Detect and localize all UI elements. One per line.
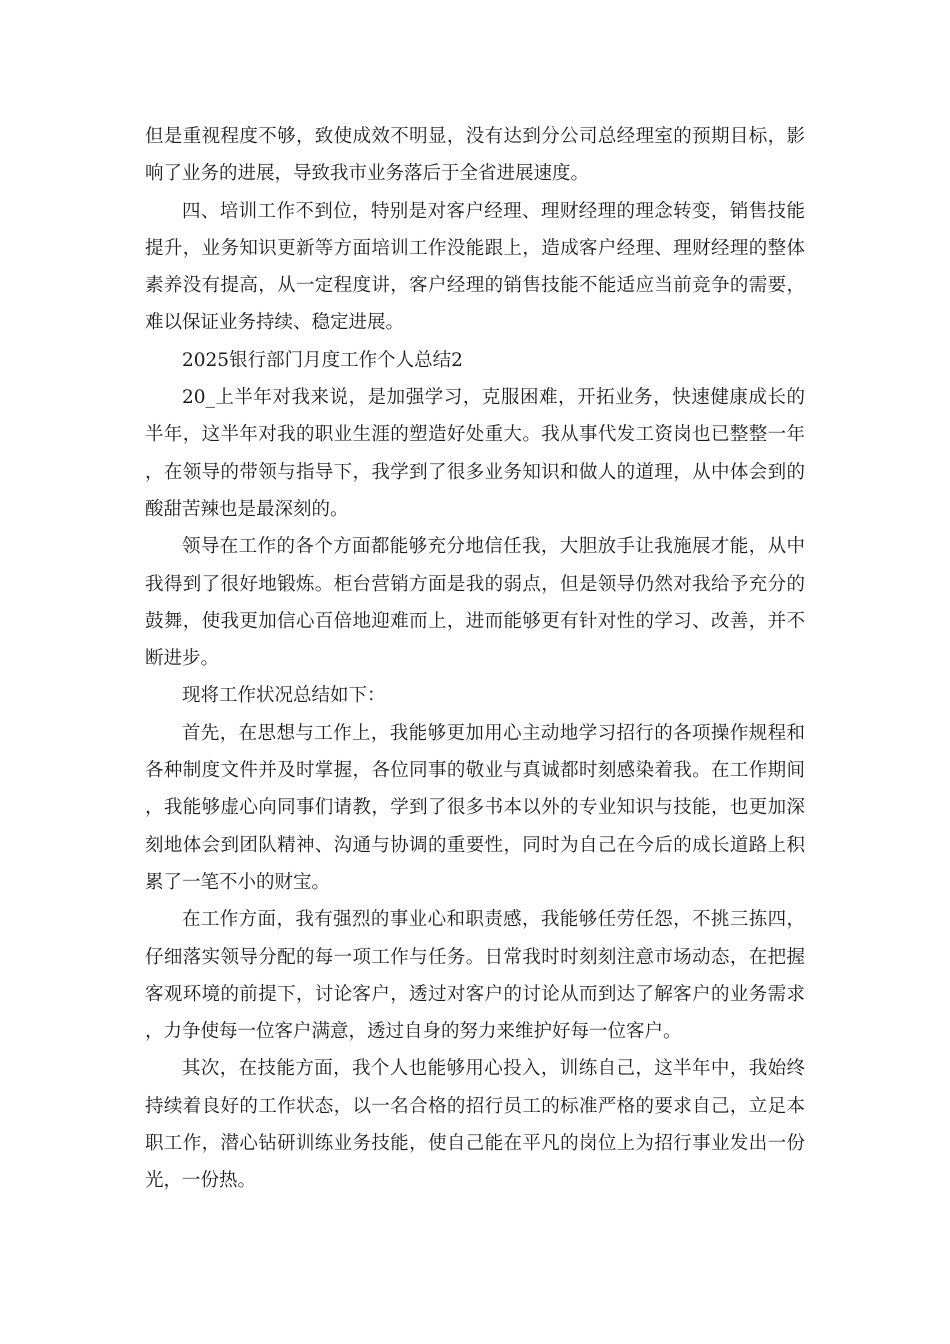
paragraph-second: 其次，在技能方面，我个人也能够用心投入，训练自己，这半年中，我始终持续着良好的工作状态，以一名合格的招行员工的标准严格的要求自己，立足本职工作，潜心钻研训练业务技能，使自己能在平凡的岗位上为招行事业发出一份光，一份热。 bbox=[145, 1058, 805, 1192]
paragraph-continued: 但是重视程度不够，致使成效不明显，没有达到分公司总经理室的预期目标，影响了业务的进展，导致我市业务落后于全省进展速度。 bbox=[145, 126, 805, 185]
paragraph-half-year: 20_上半年对我来说，是加强学习，克服困难，开拓业务，快速健康成长的半年，这半年对我的职业生涯的塑造好处重大。我从事代发工资岗也已整整一年，在领导的带领与指导下，我学到了很多业务知识和做人的道理，从中体会到的酸甜苦辣也是最深刻的。 bbox=[145, 387, 805, 520]
paragraph-first: 首先，在思想与工作上，我能够更加用心主动地学习招行的各项操作规程和各种制度文件并及时掌握，各位同事的敬业与真诚都时刻感染着我。在工作期间，我能够虚心向同事们请教，学到了很多书本以外的专业知识与技能，也更加深刻地体会到团队精神、沟通与协调的重要性，同时为自己在今后的成长道路上积累了一笔不小的财宝。 bbox=[145, 722, 805, 893]
section-heading: 2025银行部门月度工作个人总结2 bbox=[182, 349, 463, 371]
paragraph-leadership: 领导在工作的各个方面都能够充分地信任我，大胆放手让我施展才能，从中我得到了很好地锻炼。柜台营销方面是我的弱点，但是领导仍然对我给予充分的鼓舞，使我更加信心百倍地迎难而上，进而能够更有针对性的学习、改善，并不断进步。 bbox=[145, 536, 805, 670]
document-body bbox=[145, 118, 805, 1200]
paragraph-training-issues: 四、培训工作不到位，特别是对客户经理、理财经理的理念转变，销售技能提升，业务知识更新等方面培训工作没能跟上，造成客户经理、理财经理的整体素养没有提高，从一定程度讲，客户经理的销售技能不能适应当前竞争的需要，难以保证业务持续、稳定进展。 bbox=[145, 200, 805, 334]
paragraph-work: 在工作方面，我有强烈的事业心和职责感，我能够任劳任怨，不挑三拣四，仔细落实领导分配的每一项工作与任务。日常我时时刻刻注意市场动态，在把握客观环境的前提下，讨论客户，透过对客户的讨论从而到达了解客户的业务需求，力争使每一位客户满意，透过自身的努力来维护好每一位客户。 bbox=[145, 909, 805, 1043]
paragraph-summary-intro: 现将工作状况总结如下： bbox=[182, 685, 386, 707]
